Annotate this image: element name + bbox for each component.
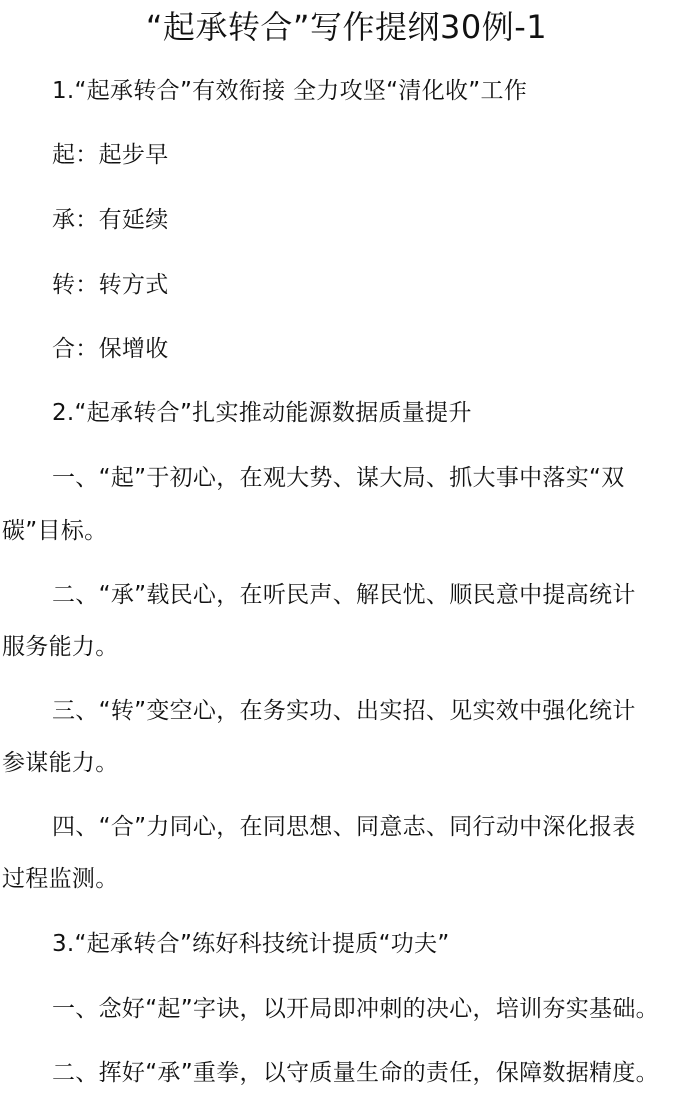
example-2-para-3-line-2: 参谋能力。 — [2, 750, 119, 776]
example-1-point-he: 合：保增收 — [52, 336, 169, 362]
example-2-para-1-line-2: 碳”目标。 — [2, 518, 108, 544]
example-3-point-2: 二、挥好“承”重拳，以守质量生命的责任，保障数据精度。 — [52, 1060, 659, 1086]
example-2-para-2-line-2: 服务能力。 — [2, 634, 119, 660]
example-1-point-zhuan: 转：转方式 — [52, 272, 169, 298]
example-2-para-3-line-1: 三、“转”变空心，在务实功、出实招、见实效中强化统计 — [52, 698, 636, 724]
example-3-heading: 3.“起承转合”练好科技统计提质“功夫” — [52, 931, 450, 957]
example-1-heading: 1.“起承转合”有效衔接 全力攻坚“清化收”工作 — [52, 78, 528, 104]
example-2-heading: 2.“起承转合”扎实推动能源数据质量提升 — [52, 400, 472, 426]
example-2-para-1-line-1: 一、“起”于初心，在观大势、谋大局、抓大事中落实“双 — [52, 465, 625, 491]
example-1-point-cheng: 承：有延续 — [52, 207, 169, 233]
example-3-point-1: 一、念好“起”字诀，以开局即冲刺的决心，培训夯实基础。 — [52, 996, 659, 1022]
document-title: “起承转合”写作提纲30例-1 — [145, 8, 548, 46]
example-2-para-4-line-2: 过程监测。 — [2, 866, 119, 892]
example-2-para-4-line-1: 四、“合”力同心，在同思想、同意志、同行动中深化报表 — [52, 814, 636, 840]
example-1-point-qi: 起：起步早 — [52, 142, 169, 168]
example-2-para-2-line-1: 二、“承”载民心，在听民声、解民忧、顺民意中提高统计 — [52, 582, 636, 608]
